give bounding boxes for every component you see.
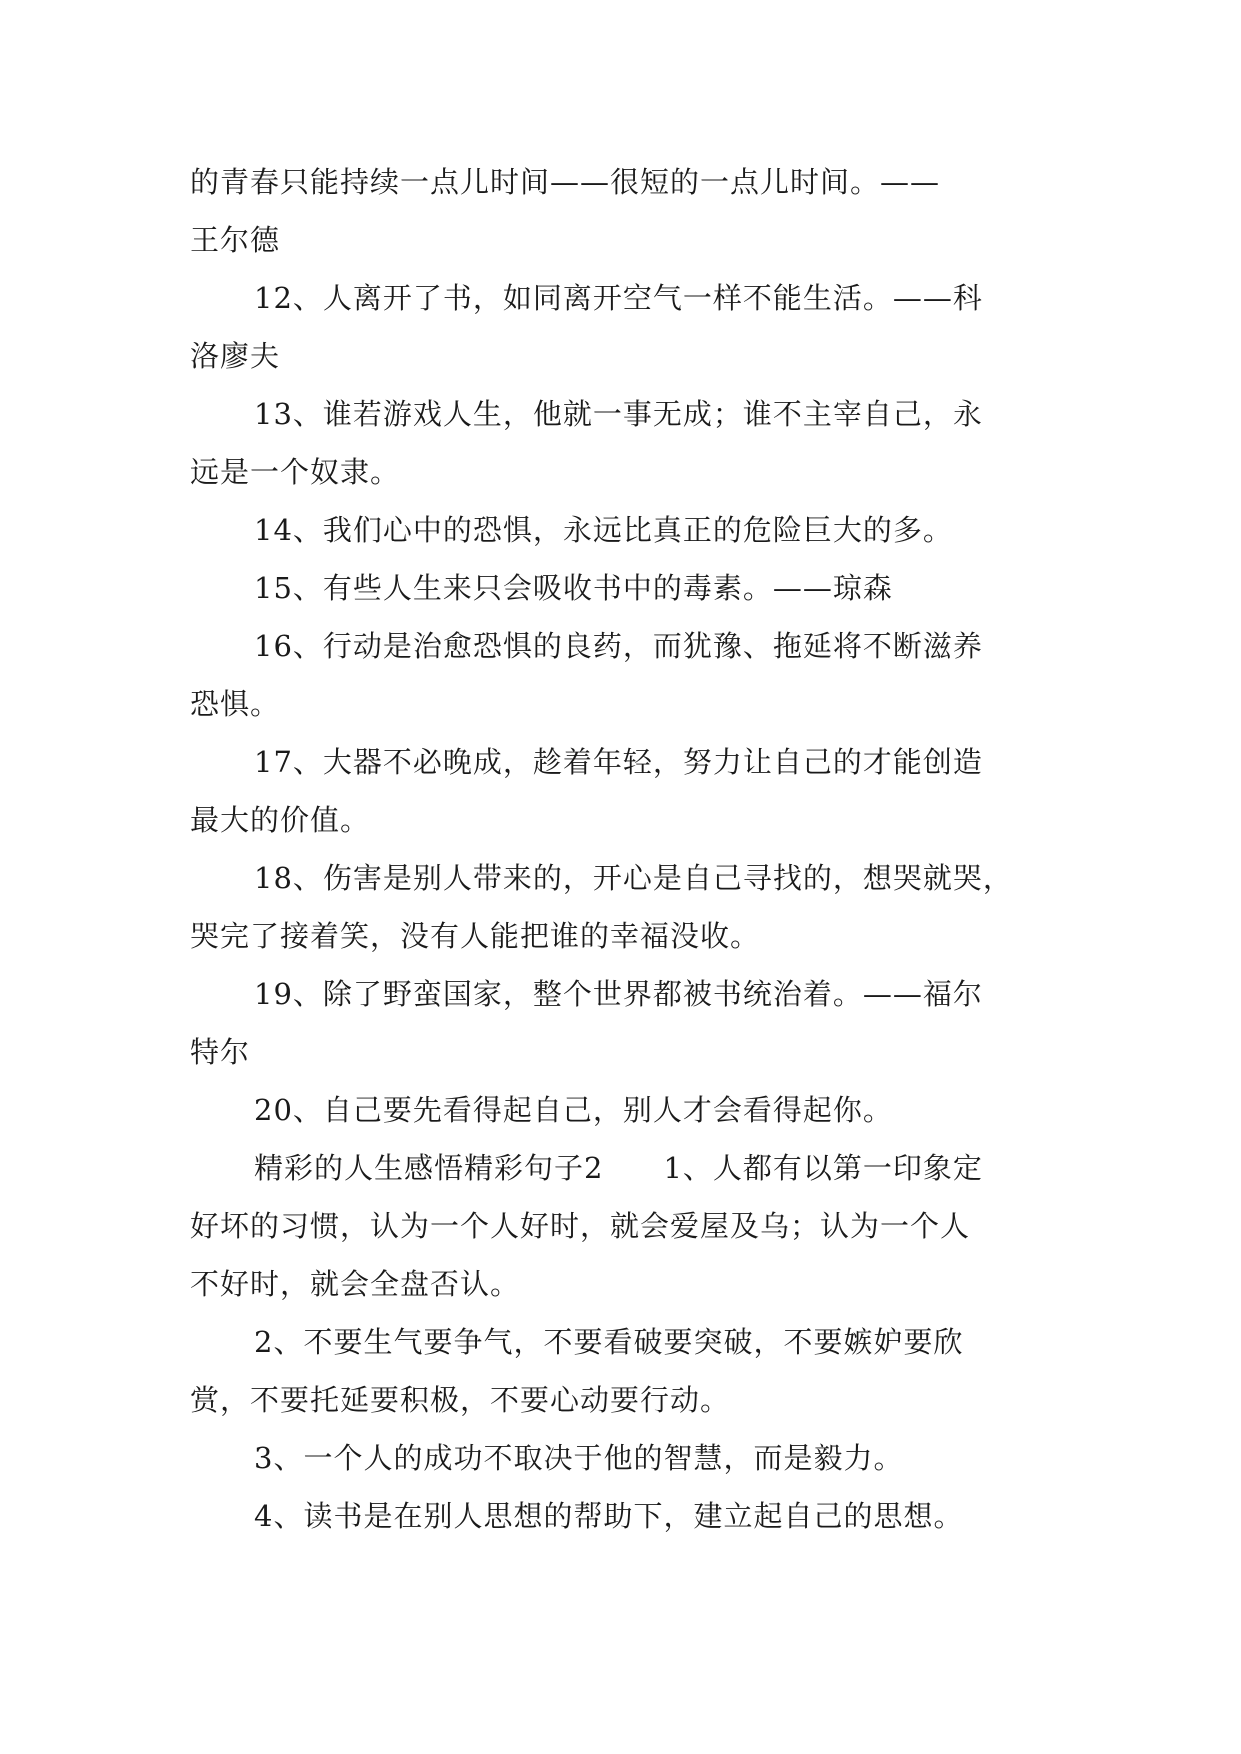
paragraph-line: 13、谁若游戏人生，他就一事无成；谁不主宰自己，永 <box>254 397 983 431</box>
paragraph-p11-tail <box>190 153 1052 269</box>
paragraph-line: 2、不要生气要争气，不要看破要突破，不要嫉妒要欣 <box>254 1325 964 1359</box>
paragraph-line: 特尔 <box>190 1035 251 1069</box>
paragraph-line: 的青春只能持续一点儿时间——很短的一点儿时间。—— <box>190 165 941 199</box>
paragraph-line: 洛廖夫 <box>190 339 281 373</box>
paragraph-line: 3、一个人的成功不取决于他的智慧，而是毅力。 <box>254 1441 904 1475</box>
paragraph-p16 <box>190 617 1052 733</box>
paragraph-line: 17、大器不必晚成，趁着年轻，努力让自己的才能创造 <box>254 745 983 779</box>
paragraph-line: 20、自己要先看得起自己，别人才会看得起你。 <box>254 1093 893 1127</box>
paragraph-s2-p2 <box>190 1313 1052 1429</box>
paragraph-p18 <box>190 849 1052 965</box>
paragraph-p17 <box>190 733 1052 849</box>
paragraph-line: 4、读书是在别人思想的帮助下，建立起自己的思想。 <box>254 1499 964 1533</box>
paragraph-line: 19、除了野蛮国家，整个世界都被书统治着。——福尔 <box>254 977 983 1011</box>
paragraph-p12 <box>190 269 1052 385</box>
paragraph-s2-p4 <box>190 1487 1052 1545</box>
paragraph-line: 18、伤害是别人带来的，开心是自己寻找的，想哭就哭， <box>254 861 1013 895</box>
paragraph-line: 最大的价值。 <box>190 803 371 837</box>
paragraph-line: 赏，不要托延要积极，不要心动要行动。 <box>190 1383 731 1417</box>
paragraph-p14 <box>190 501 1052 559</box>
paragraph-s2-p1 <box>190 1139 1052 1313</box>
paragraph-line: 12、人离开了书，如同离开空气一样不能生活。——科 <box>254 281 983 315</box>
paragraph-p13 <box>190 385 1052 501</box>
paragraph-line: 不好时，就会全盘否认。 <box>190 1267 521 1301</box>
paragraph-line: 哭完了接着笑，没有人能把谁的幸福没收。 <box>190 919 761 953</box>
paragraph-line: 王尔德 <box>190 223 281 257</box>
paragraph-line: 好坏的习惯，认为一个人好时，就会爱屋及乌；认为一个人 <box>190 1209 971 1243</box>
paragraph-line: 精彩的人生感悟精彩句子2 1、人都有以第一印象定 <box>254 1151 983 1185</box>
paragraph-line: 15、有些人生来只会吸收书中的毒素。——琼森 <box>254 571 893 605</box>
paragraph-line: 远是一个奴隶。 <box>190 455 401 489</box>
document-body <box>190 153 1052 1545</box>
paragraph-line: 恐惧。 <box>190 687 281 721</box>
paragraph-p20 <box>190 1081 1052 1139</box>
paragraph-p19 <box>190 965 1052 1081</box>
paragraph-line: 14、我们心中的恐惧，永远比真正的危险巨大的多。 <box>254 513 953 547</box>
paragraph-p15 <box>190 559 1052 617</box>
paragraph-s2-p3 <box>190 1429 1052 1487</box>
paragraph-line: 16、行动是治愈恐惧的良药，而犹豫、拖延将不断滋养 <box>254 629 983 663</box>
